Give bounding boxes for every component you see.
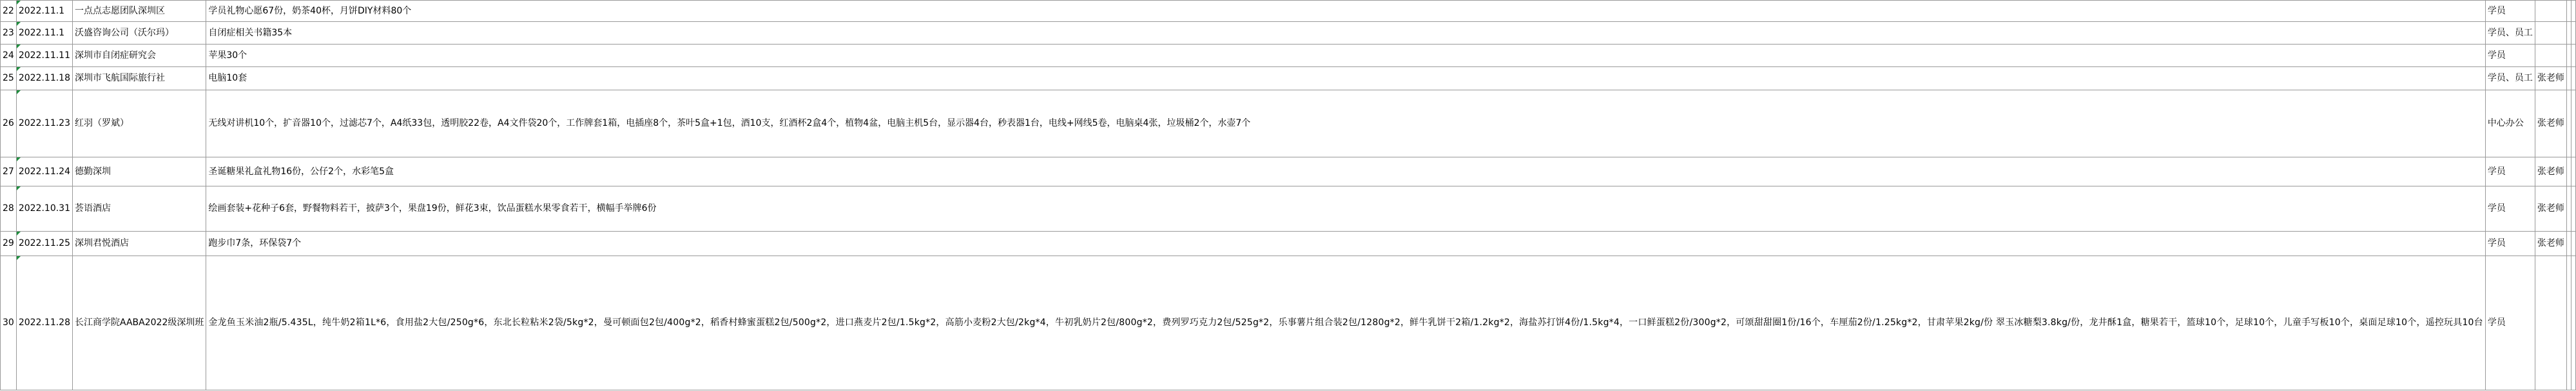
cell-donor[interactable]: 长江商学院AABA2022级深圳班 (73, 256, 206, 390)
cell-recipient[interactable]: 学员 (2485, 1, 2535, 22)
table-row (1, 186, 2576, 232)
table-row (1, 90, 2576, 157)
cell-handler[interactable]: 张老师 (2535, 67, 2566, 90)
cell-date-text: 2022.11.1 (18, 5, 65, 16)
cell-empty[interactable] (2571, 90, 2575, 157)
cell-items[interactable]: 无线对讲机10个，扩音器10个，过滤芯7个，A4纸33包，透明胶22卷，A4文件袋20个，工作牌套1箱，电插座8个，茶叶5盒+1包，酒10支，红酒杯2盒4个，植物4盆，电脑主机5台，显示器4台，秒表器1台，电线+网线5卷，电脑桌4张，垃圾桶2个，水壶7个 (206, 90, 2486, 157)
cell-items[interactable]: 学员礼物心愿67份，奶茶40杯，月饼DIY材料80个 (206, 1, 2486, 22)
cell-handler[interactable]: 张老师 (2535, 90, 2566, 157)
cell-date[interactable] (16, 1, 72, 22)
cell-handler[interactable] (2535, 22, 2566, 45)
cell-donor[interactable]: 深圳市飞航国际旅行社 (73, 67, 206, 90)
cell-handler[interactable]: 张老师 (2535, 232, 2566, 256)
cell-donor[interactable]: 荟语酒店 (73, 186, 206, 232)
cell-handler[interactable]: 张老师 (2535, 157, 2566, 186)
cell-empty[interactable] (2566, 157, 2571, 186)
cell-donor[interactable]: 红羽（罗斌） (73, 90, 206, 157)
cell-date[interactable] (16, 22, 72, 45)
cell-empty[interactable] (2566, 90, 2571, 157)
green-triangle-icon (17, 157, 21, 161)
cell-donor[interactable]: 沃盛咨询公司（沃尔玛） (73, 22, 206, 45)
cell-donor[interactable]: 深圳市自闭症研究会 (73, 45, 206, 67)
green-triangle-icon (17, 256, 21, 260)
cell-recipient[interactable]: 学员 (2485, 232, 2535, 256)
table-row (1, 67, 2576, 90)
cell-items[interactable]: 跑步巾7条，环保袋7个 (206, 232, 2486, 256)
cell-items[interactable]: 电脑10套 (206, 67, 2486, 90)
cell-recipient[interactable]: 学员、员工 (2485, 22, 2535, 45)
table-row (1, 1, 2576, 22)
cell-items[interactable]: 苹果30个 (206, 45, 2486, 67)
cell-date[interactable] (16, 232, 72, 256)
table-row (1, 45, 2576, 67)
cell-recipient[interactable]: 学员 (2485, 256, 2535, 390)
green-triangle-icon (17, 67, 21, 71)
cell-index[interactable]: 26 (1, 90, 17, 157)
cell-recipient[interactable]: 学员 (2485, 186, 2535, 232)
cell-date-text: 2022.11.11 (18, 50, 70, 61)
cell-items[interactable]: 绘画套装+花种子6套，野餐物料若干，披萨3个，果盘19份，鲜花3束，饮品蛋糕水果零食若干，横幅手举牌6份 (206, 186, 2486, 232)
cell-empty[interactable] (2571, 232, 2575, 256)
cell-donor[interactable]: 深圳君悦酒店 (73, 232, 206, 256)
cell-empty[interactable] (2571, 45, 2575, 67)
cell-index[interactable]: 27 (1, 157, 17, 186)
cell-date-text: 2022.11.24 (18, 166, 70, 177)
cell-date[interactable] (16, 67, 72, 90)
cell-items[interactable]: 圣诞糖果礼盒礼物16份，公仔2个，水彩笔5盒 (206, 157, 2486, 186)
green-triangle-icon (17, 232, 21, 236)
cell-empty[interactable] (2571, 256, 2575, 390)
cell-handler[interactable] (2535, 45, 2566, 67)
cell-date[interactable] (16, 256, 72, 390)
cell-date[interactable] (16, 90, 72, 157)
cell-empty[interactable] (2566, 232, 2571, 256)
cell-date[interactable] (16, 157, 72, 186)
cell-empty[interactable] (2566, 256, 2571, 390)
cell-index[interactable]: 22 (1, 1, 17, 22)
cell-recipient[interactable]: 中心办公 (2485, 90, 2535, 157)
table-row (1, 157, 2576, 186)
cell-handler[interactable] (2535, 1, 2566, 22)
cell-date-text: 2022.11.23 (18, 118, 70, 128)
cell-recipient[interactable]: 学员 (2485, 157, 2535, 186)
green-triangle-icon (17, 1, 21, 5)
cell-empty[interactable] (2571, 22, 2575, 45)
green-triangle-icon (17, 22, 21, 26)
cell-recipient[interactable]: 学员 (2485, 45, 2535, 67)
table-row (1, 22, 2576, 45)
cell-index[interactable]: 23 (1, 22, 17, 45)
cell-empty[interactable] (2566, 186, 2571, 232)
cell-empty[interactable] (2571, 186, 2575, 232)
cell-date-text: 2022.11.18 (18, 73, 70, 83)
cell-empty[interactable] (2571, 157, 2575, 186)
cell-handler[interactable]: 张老师 (2535, 186, 2566, 232)
cell-index[interactable]: 29 (1, 232, 17, 256)
cell-date[interactable] (16, 186, 72, 232)
cell-empty[interactable] (2571, 67, 2575, 90)
green-triangle-icon (17, 186, 21, 190)
cell-index[interactable]: 25 (1, 67, 17, 90)
cell-index[interactable]: 30 (1, 256, 17, 390)
cell-date-text: 2022.10.31 (18, 203, 70, 214)
cell-index[interactable]: 28 (1, 186, 17, 232)
cell-donor[interactable]: 德勤深圳 (73, 157, 206, 186)
cell-empty[interactable] (2566, 67, 2571, 90)
cell-index[interactable]: 24 (1, 45, 17, 67)
cell-empty[interactable] (2571, 1, 2575, 22)
cell-empty[interactable] (2566, 45, 2571, 67)
cell-handler[interactable] (2535, 256, 2566, 390)
cell-items[interactable]: 金龙鱼玉米油2瓶/5.435L，纯牛奶2箱1L*6，食用盐2大包/250g*6，东北长粒粘米2袋/5kg*2，曼可顿面包2包/400g*2，稻香村蜂蜜蛋糕2包/500g*2，进口燕麦片2包/1.5kg*2，高筋小麦粉2大包/2kg*4，牛初乳奶片2包/800g*2，费列罗巧克力2包/525g*2，乐事薯片组合装2包/1280g*2，鲜牛乳饼干2箱/1.2kg*2，海盐苏打饼4份/1.5kg*4，一口鲜蛋糕2份/300g*2，可颂甜甜圈1份/16个，车厘茄2份/1.25kg*2，甘肃苹果2kg/份 翠玉冰糖梨3.8kg/份，龙井酥1盒，糖果若干，篮球10个，足球10个，儿童手写板10个，桌面足球10个，遥控玩具10台 (206, 256, 2486, 390)
table-row (1, 232, 2576, 256)
cell-items[interactable]: 自闭症相关书籍35本 (206, 22, 2486, 45)
cell-date-text: 2022.11.28 (18, 317, 70, 328)
green-triangle-icon (17, 90, 21, 94)
cell-recipient[interactable]: 学员、员工 (2485, 67, 2535, 90)
cell-donor[interactable]: 一点点志愿团队深圳区 (73, 1, 206, 22)
table-row (1, 256, 2576, 390)
cell-date[interactable] (16, 45, 72, 67)
cell-date-text: 2022.11.1 (18, 27, 65, 38)
cell-empty[interactable] (2566, 22, 2571, 45)
cell-empty[interactable] (2566, 1, 2571, 22)
green-triangle-icon (17, 45, 21, 48)
cell-date-text: 2022.11.25 (18, 238, 70, 248)
